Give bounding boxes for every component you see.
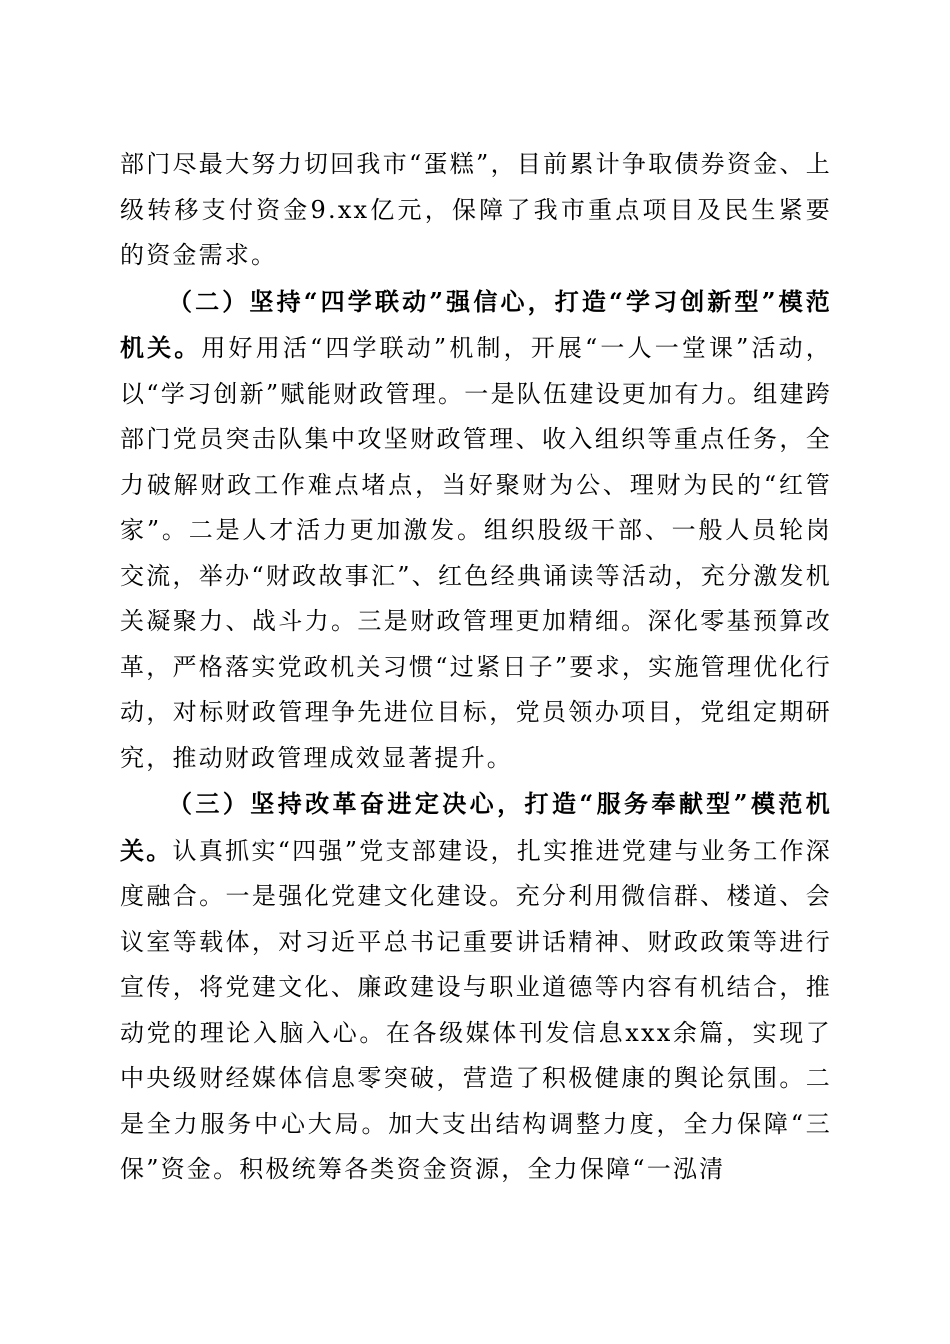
paragraph-learning-innovation <box>120 279 832 782</box>
document-page <box>120 142 832 1193</box>
paragraph-learning-innovation-text: 用好用活“四学联动”机制，开展“一人一堂课”活动，以“学习创新”赋能财政管理。一是队伍建设更加有力。组建跨部门党员突击队集中攻坚财政管理、收入组织等重点任务，全力破解财政工作难点堵点，当好聚财为公、理财为民的“红管家”。二是人才活力更加激发。组织股级干部、一般人员轮岗交流，举办“财政故事汇”、红色经典诵读等活动，充分激发机关凝聚力、战斗力。三是财政管理更加精细。深化零基预算改革，严格落实党政机关习惯“过紧日子”要求，实施管理优化行动，对标财政管理争先进位目标，党员领办项目，党组定期研究，推动财政管理成效显著提升。 <box>120 334 832 772</box>
paragraph-service-dedication <box>120 781 832 1193</box>
paragraph-funding-text: 部门尽最大努力切回我市“蛋糕”，目前累计争取债券资金、上级转移支付资金9.xx亿元，保障了我市重点项目及民生紧要的资金需求。 <box>120 150 832 269</box>
paragraph-service-dedication-text: 认真抓实“四强”党支部建设，扎实推进党建与业务工作深度融合。一是强化党建文化建设。充分利用微信群、楼道、会议室等载体，对习近平总书记重要讲话精神、财政政策等进行宣传，将党建文化、廉政建设与职业道德等内容有机结合，推动党的理论入脑入心。在各级媒体刊发信息xxx余篇，实现了中央级财经媒体信息零突破，营造了积极健康的舆论氛围。二是全力服务中心大局。加大支出结构调整力度，全力保障“三保”资金。积极统筹各类资金资源，全力保障“一泓清 <box>120 836 832 1183</box>
section-heading-three: （三）坚持改革奋进定决心，打造“服务奉献型”模范机关。 <box>120 789 832 865</box>
section-heading-two: （二）坚持“四学联动”强信心，打造“学习创新型”模范机关。 <box>120 286 832 362</box>
paragraph-funding <box>120 142 832 279</box>
